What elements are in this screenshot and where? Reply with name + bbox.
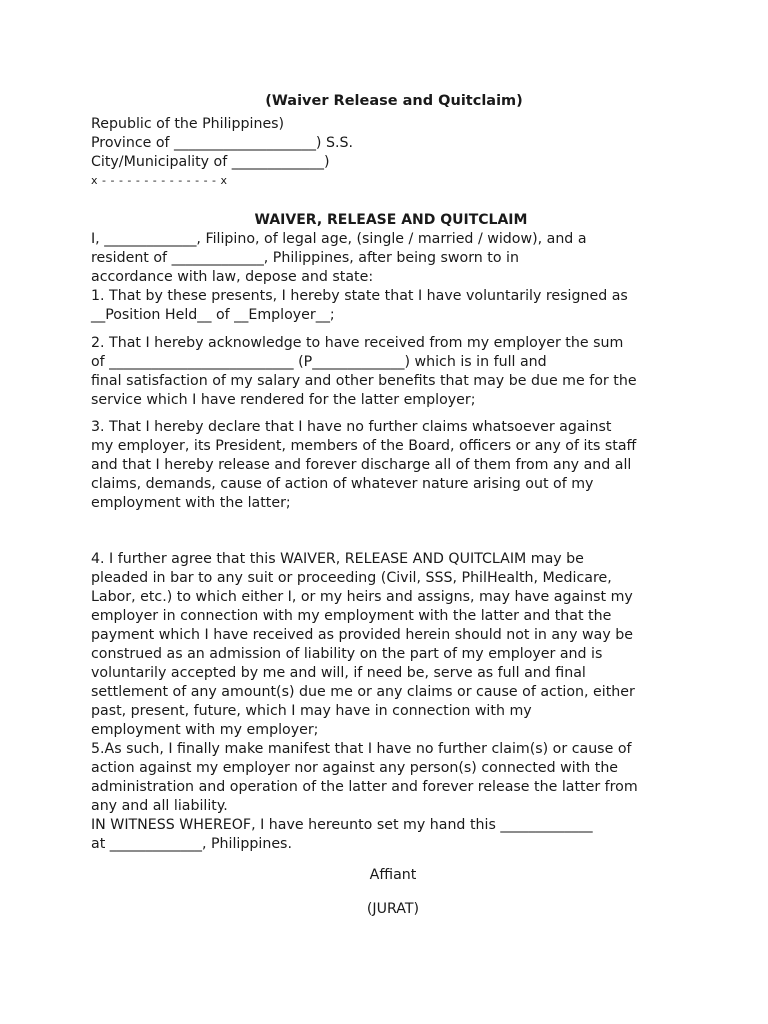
text-line: service which I have rendered for the latter employer; [91, 392, 476, 408]
text-line: settlement of any amount(s) due me or any claims or cause of action, either [91, 684, 635, 700]
document-title: (Waiver Release and Quitclaim) [265, 93, 523, 109]
paragraph-3 [91, 418, 691, 513]
paragraph-5 [91, 740, 691, 816]
text-line: any and all liability. [91, 798, 228, 814]
text-line: I, _____________, Filipino, of legal age, (single / married / widow), and a [91, 231, 587, 247]
text-line: claims, demands, cause of action of whatever nature arising out of my [91, 476, 594, 492]
venue-separator: x - - - - - - - - - - - - - - x [91, 174, 228, 187]
text-line: of __________________________ (P_____________) which is in full and [91, 354, 547, 370]
paragraph-1 [91, 287, 691, 325]
text-line: at _____________, Philippines. [91, 836, 292, 852]
witness-clause [91, 816, 691, 854]
paragraph-2 [91, 334, 691, 410]
text-line: administration and operation of the latter and forever release the latter from [91, 779, 638, 795]
text-line: voluntarily accepted by me and will, if need be, serve as full and final [91, 665, 586, 681]
text-line: employer in connection with my employment with the latter and that the [91, 608, 612, 624]
text-line: 1. That by these presents, I hereby state that I have voluntarily resigned as [91, 288, 628, 304]
text-line: payment which I have received as provided herein should not in any way be [91, 627, 633, 643]
venue-province: Province of ____________________) S.S. [91, 135, 354, 151]
text-line: pleaded in bar to any suit or proceeding (Civil, SSS, PhilHealth, Medicare, [91, 570, 612, 586]
text-line: action against my employer nor against any person(s) connected with the [91, 760, 619, 776]
document-page [91, 92, 691, 919]
text-line: and that I hereby release and forever discharge all of them from any and all [91, 457, 632, 473]
text-line: construed as an admission of liability on the part of my employer and is [91, 646, 603, 662]
intro-paragraph [91, 230, 691, 287]
text-line: accordance with law, depose and state: [91, 269, 374, 285]
text-line: 3. That I hereby declare that I have no further claims whatsoever against [91, 419, 612, 435]
text-line: 2. That I hereby acknowledge to have received from my employer the sum [91, 335, 624, 351]
text-line: employment with the latter; [91, 495, 291, 511]
text-line: resident of _____________, Philippines, after being sworn to in [91, 250, 519, 266]
affiant-label: Affiant [369, 867, 417, 883]
jurat-label: (JURAT) [366, 901, 420, 917]
text-line: __Position Held__ of __Employer__; [91, 307, 335, 323]
text-line: IN WITNESS WHEREOF, I have hereunto set my hand this _____________ [91, 817, 593, 833]
venue-city: City/Municipality of _____________) [91, 154, 330, 170]
text-line: 4. I further agree that this WAIVER, RELEASE AND QUITCLAIM may be [91, 551, 584, 567]
venue-block [91, 115, 691, 190]
text-line: final satisfaction of my salary and other benefits that may be due me for the [91, 373, 637, 389]
paragraph-4 [91, 550, 691, 740]
text-line: employment with my employer; [91, 722, 319, 738]
section-heading: WAIVER, RELEASE AND QUITCLAIM [254, 212, 528, 228]
text-line: Labor, etc.) to which either I, or my heirs and assigns, may have against my [91, 589, 633, 605]
text-line: 5.As such, I finally make manifest that I have no further claim(s) or cause of [91, 741, 632, 757]
venue-republic: Republic of the Philippines) [91, 116, 285, 132]
text-line: past, present, future, which I may have in connection with my [91, 703, 532, 719]
text-line: my employer, its President, members of the Board, officers or any of its staff [91, 438, 637, 454]
